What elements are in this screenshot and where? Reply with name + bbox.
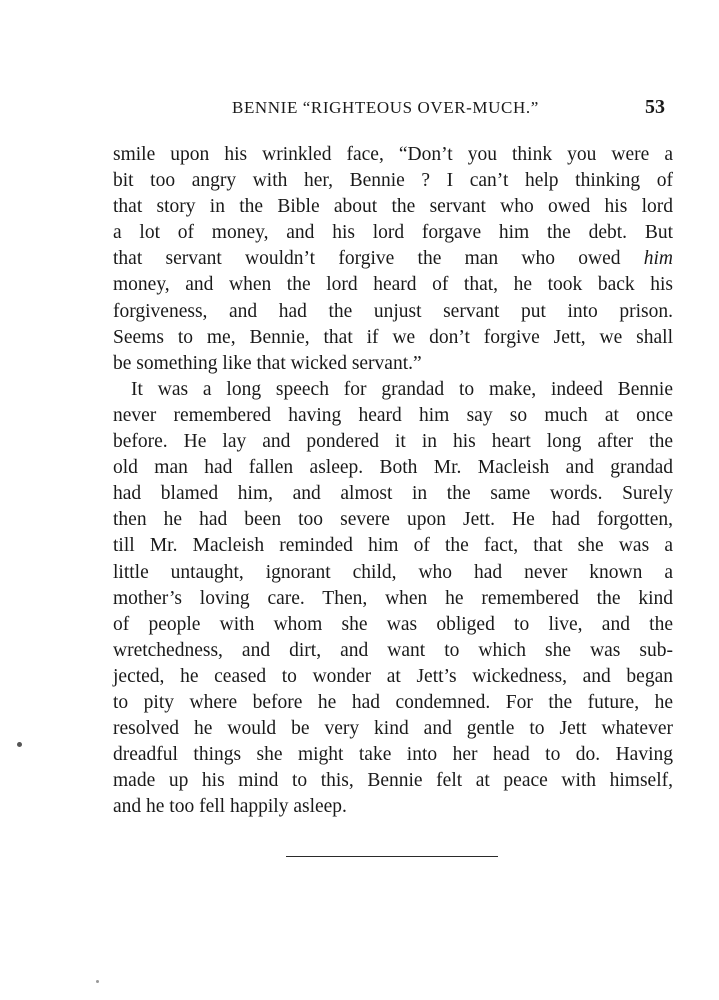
- text-line: old man had fallen asleep. Both Mr. Macleish and grandad: [113, 457, 673, 479]
- text-line: before. He lay and pondered it in his heart long after the: [113, 431, 673, 453]
- text-line: resolved he would be very kind and gentle to Jett whatever: [113, 718, 673, 740]
- text-line: made up his mind to this, Bennie felt at peace with himself,: [113, 770, 673, 792]
- text-line-with-emphasis: [113, 246, 673, 272]
- text-line: had blamed him, and almost in the same words. Surely: [113, 483, 673, 505]
- text-line: dreadful things she might take into her head to do. Having: [113, 744, 673, 766]
- text-line: Seems to me, Bennie, that if we don’t forgive Jett, we shall: [113, 326, 673, 348]
- page-number: 53: [645, 96, 665, 118]
- text-line: money, and when the lord heard of that, he took back his: [113, 274, 673, 296]
- text-line: and he too fell happily asleep.: [113, 796, 347, 818]
- running-head: BENNIE “RIGHTEOUS OVER-MUCH.”: [232, 98, 539, 117]
- text-line: to pity where before he had condemned. For the future, he: [113, 691, 673, 713]
- print-speck: [96, 980, 99, 983]
- text-line: mother’s loving care. Then, when he remembered the kind: [113, 587, 673, 609]
- text-line: then he had been too severe upon Jett. He had forgotten,: [113, 509, 673, 531]
- text-line: little untaught, ignorant child, who had never known a: [113, 561, 673, 583]
- text-line: smile upon his wrinkled face, “Don’t you think you were a: [113, 144, 673, 165]
- text-line: till Mr. Macleish reminded him of the fact, that she was a: [113, 535, 673, 557]
- print-speck: [17, 742, 22, 747]
- text-line: jected, he ceased to wonder at Jett’s wickedness, and began: [113, 665, 673, 687]
- text-line: never remembered having heard him say so much at once: [113, 404, 673, 426]
- text-line: wretchedness, and dirt, and want to which she was sub-: [113, 639, 673, 661]
- text-line: It was a long speech for grandad to make, indeed Bennie: [131, 378, 673, 400]
- text-fragment: that servant wouldn’t forgive the man who owed: [113, 248, 644, 270]
- text-line: of people with whom she was obliged to live, and the: [113, 613, 673, 635]
- text-line: a lot of money, and his lord forgave him the debt. But: [113, 222, 673, 244]
- text-line: forgiveness, and had the unjust servant put into prison.: [113, 300, 673, 322]
- section-end-rule: [286, 856, 498, 857]
- text-line: that story in the Bible about the servant who owed his lord: [113, 196, 673, 218]
- emphasis-word: him: [643, 248, 673, 270]
- body-text: [113, 142, 673, 820]
- text-line: be something like that wicked servant.”: [113, 352, 422, 374]
- text-line: bit too angry with her, Bennie ? I can’t help thinking of: [113, 170, 673, 192]
